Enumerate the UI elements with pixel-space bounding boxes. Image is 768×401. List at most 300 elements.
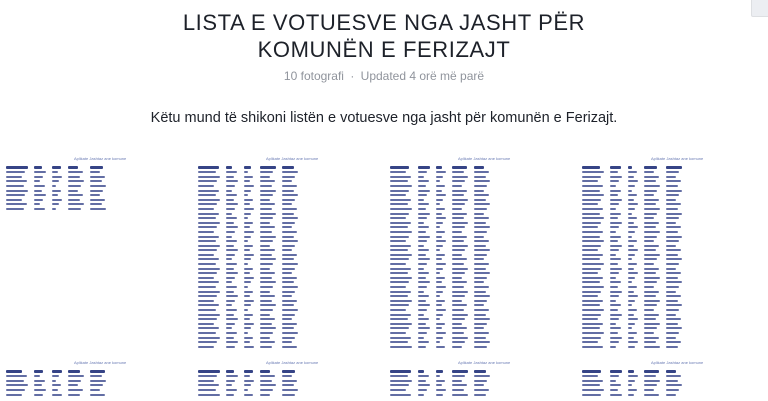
table-cell [628,245,634,247]
table-cell [610,176,622,178]
table-cell [198,222,220,224]
table-cell [582,384,600,386]
table-cell [474,375,490,377]
table-cell [666,217,679,219]
table-cell [390,346,412,348]
table-cell [6,375,27,377]
table-cell [474,213,484,215]
table-cell [582,268,601,270]
table-cell [418,314,424,316]
table-cell [452,222,468,224]
table-cell [282,240,298,242]
table-cell [452,295,465,297]
table-cell [34,185,45,187]
table-cell [282,295,292,297]
table-cell [628,318,638,320]
table-cell [198,213,219,215]
table-cell [644,332,654,334]
table-cell [610,180,619,182]
table-cell [244,332,248,334]
table-cell [644,318,656,320]
table-cell [610,318,619,320]
table-cell [244,295,250,297]
table-cell [390,380,412,382]
table-cell [644,217,654,219]
table-cell [644,226,656,228]
table-cell [282,277,297,279]
table-cell [244,309,248,311]
updated-time[interactable]: Updated 4 orë më parë [360,69,485,83]
table-cell [628,370,634,373]
table-cell [474,222,486,224]
table-cell [644,185,660,187]
table-cell [34,203,40,205]
table-cell [582,231,603,233]
table-cell [610,171,618,173]
table-cell [244,304,251,306]
table-cell [436,190,442,192]
table-cell [610,323,616,325]
table-cell [666,314,676,316]
table-cell [418,245,424,247]
table-cell [610,327,621,329]
table-cell [6,380,24,382]
table-cell [628,176,634,178]
table-cell [282,171,298,173]
table-cell [666,341,681,343]
table-cell [52,389,58,391]
table-cell [390,291,411,293]
table-cell [244,240,248,242]
document-table [390,166,490,350]
table-cell [436,323,445,325]
table-cell [452,291,468,293]
table-cell [666,194,679,196]
table-cell [452,318,465,320]
table-cell [628,281,632,283]
table-cell [628,240,637,242]
table-cell [260,217,273,219]
table-cell [52,176,62,178]
table-cell [436,249,440,251]
table-cell [260,258,276,260]
table-cell [666,208,678,210]
table-cell [436,281,442,283]
table-cell [474,231,487,233]
table-cell [226,384,232,386]
table-cell [610,291,622,293]
album-photo-4[interactable] [578,150,768,350]
table-cell [418,258,430,260]
table-cell [666,176,676,178]
document-heading: Aplikate Jashtaz ane komune [74,360,127,365]
table-cell [282,245,295,247]
table-cell [452,176,468,178]
table-cell [666,203,681,205]
table-cell [390,190,409,192]
table-cell [418,323,426,325]
table-cell [226,222,234,224]
table-cell [390,394,411,396]
table-cell [644,194,654,196]
album-photo-2[interactable] [194,150,382,350]
table-cell [666,323,678,325]
table-cell [582,332,604,334]
table-cell [436,231,445,233]
table-cell [452,171,464,173]
table-cell [418,332,427,334]
album-photo-6[interactable] [194,354,382,401]
table-cell [628,203,638,205]
table-cell [436,384,442,386]
table-cell [452,277,462,279]
table-cell [244,370,253,373]
table-cell [52,166,61,169]
table-cell [244,380,254,382]
table-cell [582,194,604,196]
table-cell [418,318,429,320]
table-cell [68,380,81,382]
table-cell [390,295,408,297]
table-cell [282,199,295,201]
table-cell [644,370,659,373]
table-cell [582,249,598,251]
table-cell [644,263,654,265]
table-cell [582,258,600,260]
table-cell [644,268,659,270]
table-cell [244,389,248,391]
table-cell [244,394,253,396]
table-cell [282,226,292,228]
table-cell [260,370,270,373]
table-cell [226,304,232,306]
table-cell [244,208,254,210]
document-heading: Aplikate Jashtaz ane komune [266,156,319,161]
table-cell [390,272,408,274]
table-cell [610,346,616,348]
table-cell [418,295,429,297]
table-cell [418,226,429,228]
table-cell [260,380,272,382]
table-cell [628,384,632,386]
table-cell [390,199,411,201]
table-cell [644,341,656,343]
table-cell [6,384,28,386]
album-photo-8[interactable] [578,354,768,401]
table-cell [452,166,467,169]
table-cell [282,217,298,219]
table-cell [628,171,637,173]
table-cell [644,236,657,238]
meta-separator: · [350,69,355,83]
table-cell [226,327,232,329]
corner-tab[interactable] [751,0,768,17]
table-cell [474,337,486,339]
table-cell [282,375,292,377]
table-cell [610,236,621,238]
table-cell [666,226,681,228]
table-cell [474,217,489,219]
table-cell [436,272,440,274]
table-cell [418,304,430,306]
table-cell [474,226,490,228]
table-cell [436,394,443,396]
album-photo-3[interactable] [386,150,574,350]
table-cell [390,341,408,343]
table-cell [418,327,430,329]
table-cell [34,380,45,382]
table-cell [582,222,601,224]
table-cell [244,231,254,233]
table-cell [436,240,446,242]
table-cell [610,314,622,316]
table-cell [418,203,429,205]
table-cell [198,323,214,325]
table-cell [260,375,275,377]
table-cell [582,309,604,311]
table-cell [610,281,621,283]
table-cell [260,166,276,169]
table-cell [666,380,678,382]
table-cell [436,199,443,201]
table-cell [418,370,424,373]
table-cell [226,314,234,316]
table-cell [6,203,27,205]
table-cell [582,394,601,396]
table-cell [90,203,102,205]
table-cell [418,341,429,343]
table-cell [90,180,102,182]
table-cell [582,300,603,302]
table-cell [68,208,81,210]
document-table [390,370,490,396]
table-cell [610,332,618,334]
document-table [582,166,682,350]
table-cell [610,258,621,260]
table-cell [418,281,430,283]
table-cell [260,231,272,233]
table-cell [436,295,440,297]
table-cell [34,166,42,169]
table-cell [90,394,105,396]
table-cell [198,384,219,386]
table-cell [610,263,618,265]
table-cell [582,240,604,242]
album-photo-5[interactable] [2,354,190,401]
table-cell [628,190,632,192]
table-cell [582,295,598,297]
table-cell [474,346,487,348]
table-cell [282,389,298,391]
table-cell [282,213,294,215]
table-cell [436,309,446,311]
table-cell [418,176,424,178]
table-cell [226,263,237,265]
table-cell [452,286,464,288]
table-cell [198,199,220,201]
table-cell [198,236,219,238]
table-cell [418,384,430,386]
table-cell [68,190,78,192]
photo-count[interactable]: 10 fotografi [283,69,344,83]
table-cell [418,389,427,391]
table-cell [260,180,275,182]
table-cell [644,222,659,224]
table-cell [644,300,660,302]
table-cell [628,222,634,224]
table-cell [610,309,618,311]
table-cell [260,254,272,256]
table-cell [390,258,409,260]
table-cell [6,194,25,196]
document-heading: Aplikate Jashtaz ane komune [458,156,511,161]
table-cell [644,346,660,348]
table-cell [260,268,270,270]
table-cell [666,263,679,265]
table-cell [244,171,248,173]
table-cell [644,199,659,201]
table-cell [198,318,217,320]
table-cell [6,166,28,169]
table-cell [436,222,443,224]
table-cell [260,222,270,224]
table-cell [198,286,216,288]
table-cell [260,194,273,196]
table-cell [244,213,251,215]
table-cell [610,245,622,247]
table-cell [474,332,489,334]
table-cell [418,346,426,348]
table-cell [244,254,254,256]
table-cell [226,332,237,334]
table-cell [260,263,273,265]
table-cell [390,217,406,219]
table-cell [68,180,84,182]
table-cell [244,180,250,182]
table-cell [418,300,426,302]
table-cell [282,185,297,187]
table-cell [452,375,465,377]
table-cell [628,180,638,182]
table-cell [474,380,487,382]
table-cell [582,185,603,187]
table-cell [198,300,214,302]
document-heading: Aplikate Jashtaz ane komune [651,156,704,161]
table-cell [452,327,467,329]
table-cell [226,277,235,279]
table-cell [610,341,619,343]
table-cell [474,258,484,260]
table-cell [452,213,467,215]
table-cell [452,309,464,311]
table-cell [610,304,621,306]
table-cell [582,291,601,293]
table-cell [666,300,678,302]
table-cell [390,300,412,302]
table-cell [52,203,59,205]
album-meta [0,69,768,83]
album-title: LISTA E VOTUESVE NGA JASHT PËR KOMUNËN E FERIZAJT [182,10,586,62]
table-cell [226,166,232,169]
table-cell [610,203,619,205]
table-cell [390,245,411,247]
table-cell [282,263,298,265]
table-cell [198,208,214,210]
table-cell [260,185,272,187]
table-cell [582,286,604,288]
table-cell [436,332,446,334]
table-cell [628,300,635,302]
table-cell [474,263,489,265]
table-cell [244,300,254,302]
table-cell [474,314,486,316]
table-cell [282,318,292,320]
table-cell [628,263,637,265]
table-cell [282,332,298,334]
table-cell [644,240,654,242]
table-cell [260,236,276,238]
table-cell [6,180,27,182]
table-cell [452,254,462,256]
table-cell [68,203,84,205]
table-cell [666,258,682,260]
table-cell [390,203,408,205]
table-cell [244,314,253,316]
table-cell [282,268,295,270]
table-cell [198,194,216,196]
table-cell [628,217,637,219]
table-cell [226,337,234,339]
table-cell [244,375,250,377]
table-cell [282,291,295,293]
document-heading: Aplikate Jashtaz ane komune [74,156,127,161]
table-cell [198,295,217,297]
table-cell [452,203,465,205]
table-cell [90,185,106,187]
table-cell [644,304,657,306]
table-cell [198,217,216,219]
table-cell [436,176,443,178]
table-cell [226,199,234,201]
table-cell [452,236,467,238]
table-cell [418,240,427,242]
table-cell [226,291,234,293]
table-cell [474,254,487,256]
table-cell [452,231,462,233]
album-photo-1[interactable] [2,150,190,350]
table-cell [628,304,632,306]
table-cell [68,176,80,178]
table-cell [582,254,603,256]
table-cell [390,327,409,329]
document-table [6,370,106,396]
table-cell [610,295,619,297]
table-cell [644,281,657,283]
table-cell [436,370,443,373]
table-cell [6,370,22,373]
table-cell [628,194,637,196]
album-photo-7[interactable] [386,354,574,401]
table-cell [6,185,24,187]
table-cell [474,245,486,247]
table-cell [582,341,598,343]
table-cell [582,323,603,325]
table-cell [666,185,678,187]
table-cell [244,222,253,224]
table-cell [628,309,637,311]
table-cell [226,389,237,391]
table-cell [260,277,272,279]
